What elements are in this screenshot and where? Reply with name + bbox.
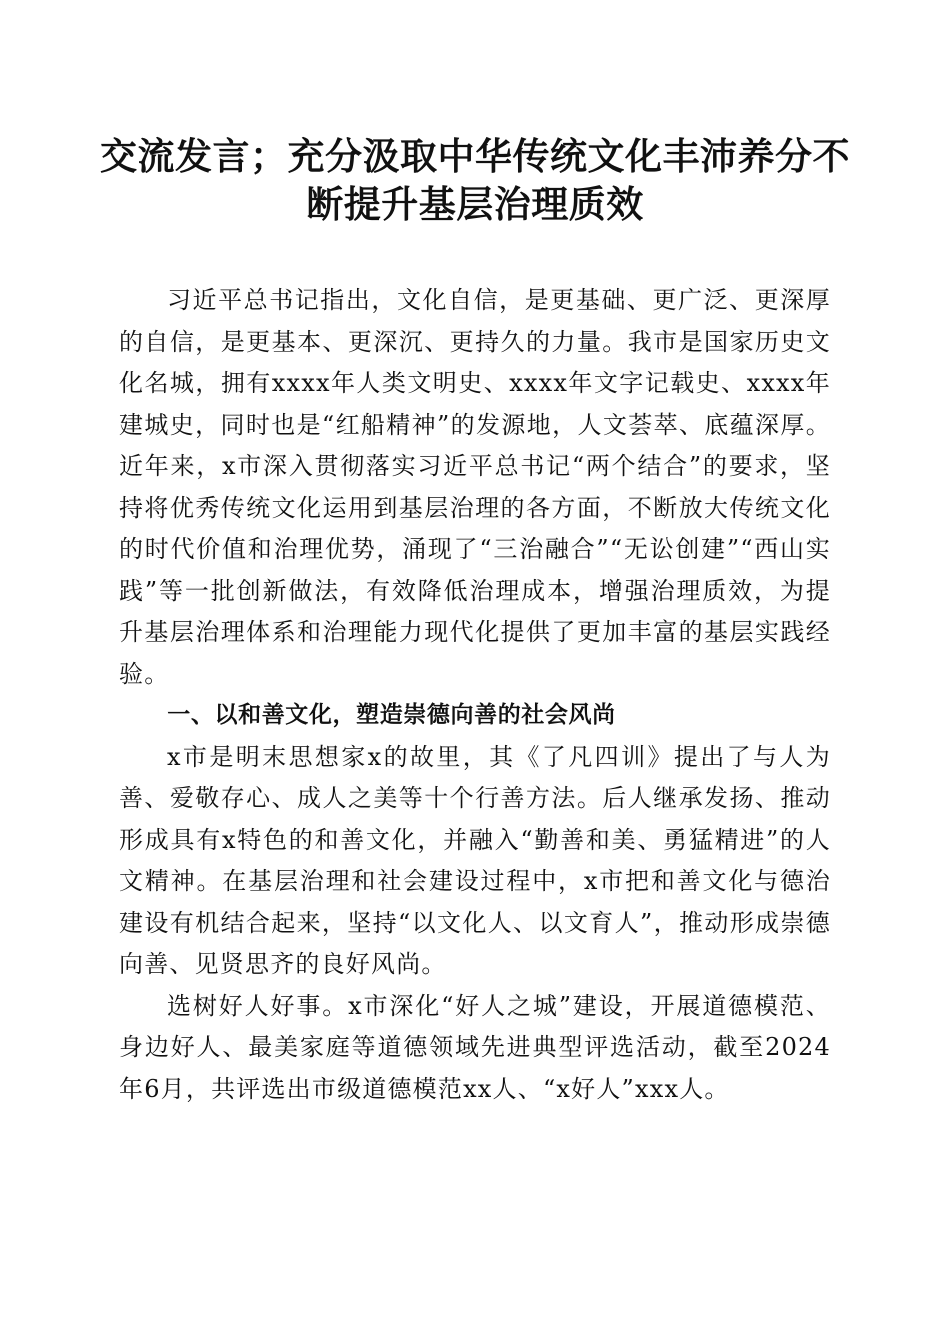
title-line-2: 断提升基层治理质效 — [306, 182, 644, 226]
intro-paragraph: 习近平总书记指出，文化自信，是更基础、更广泛、更深厚的自信，是更基本、更深沉、更持久的力量。我市是国家历史文化名城，拥有xxxx年人类文明史、xxxx年文字记载史、xxxx年建城史，同时也是“红船精神”的发源地，人文荟萃、底蕴深厚。近年来，x市深入贯彻落实习近平总书记“两个结合”的要求，坚持将优秀传统文化运用到基层治理的各方面，不断放大传统文化的时代价值和治理优势，涌现了“三治融合”“无讼创建”“西山实践”等一批创新做法，有效降低治理成本，增强治理质效，为提升基层治理体系和治理能力现代化提供了更加丰富的基层实践经验。 — [119, 286, 831, 688]
document-body — [119, 280, 831, 1110]
section-heading: 一、以和善文化，塑造崇德向善的社会风尚 — [167, 702, 616, 728]
document-title — [100, 132, 850, 228]
section-paragraph: x市是明末思想家x的故里，其《了凡四训》提出了与人为善、爱敬存心、成人之美等十个行善方法。后人继承发扬、推动形成具有x特色的和善文化，并融入“勤善和美、勇猛精进”的人文精神。在基层治理和社会建设过程中，x市把和善文化与德治建设有机结合起来，坚持“以文化人、以文育人”，推动形成崇德向善、见贤思齐的良好风尚。 — [119, 742, 831, 978]
section-paragraph: 选树好人好事。x市深化“好人之城”建设，开展道德模范、身边好人、最美家庭等道德领域先进典型评选活动，截至2024年6月，共评选出市级道德模范xx人、“x好人”xxx人。 — [119, 991, 831, 1103]
title-line-1: 交流发言；充分汲取中华传统文化丰沛养分不 — [100, 134, 850, 178]
